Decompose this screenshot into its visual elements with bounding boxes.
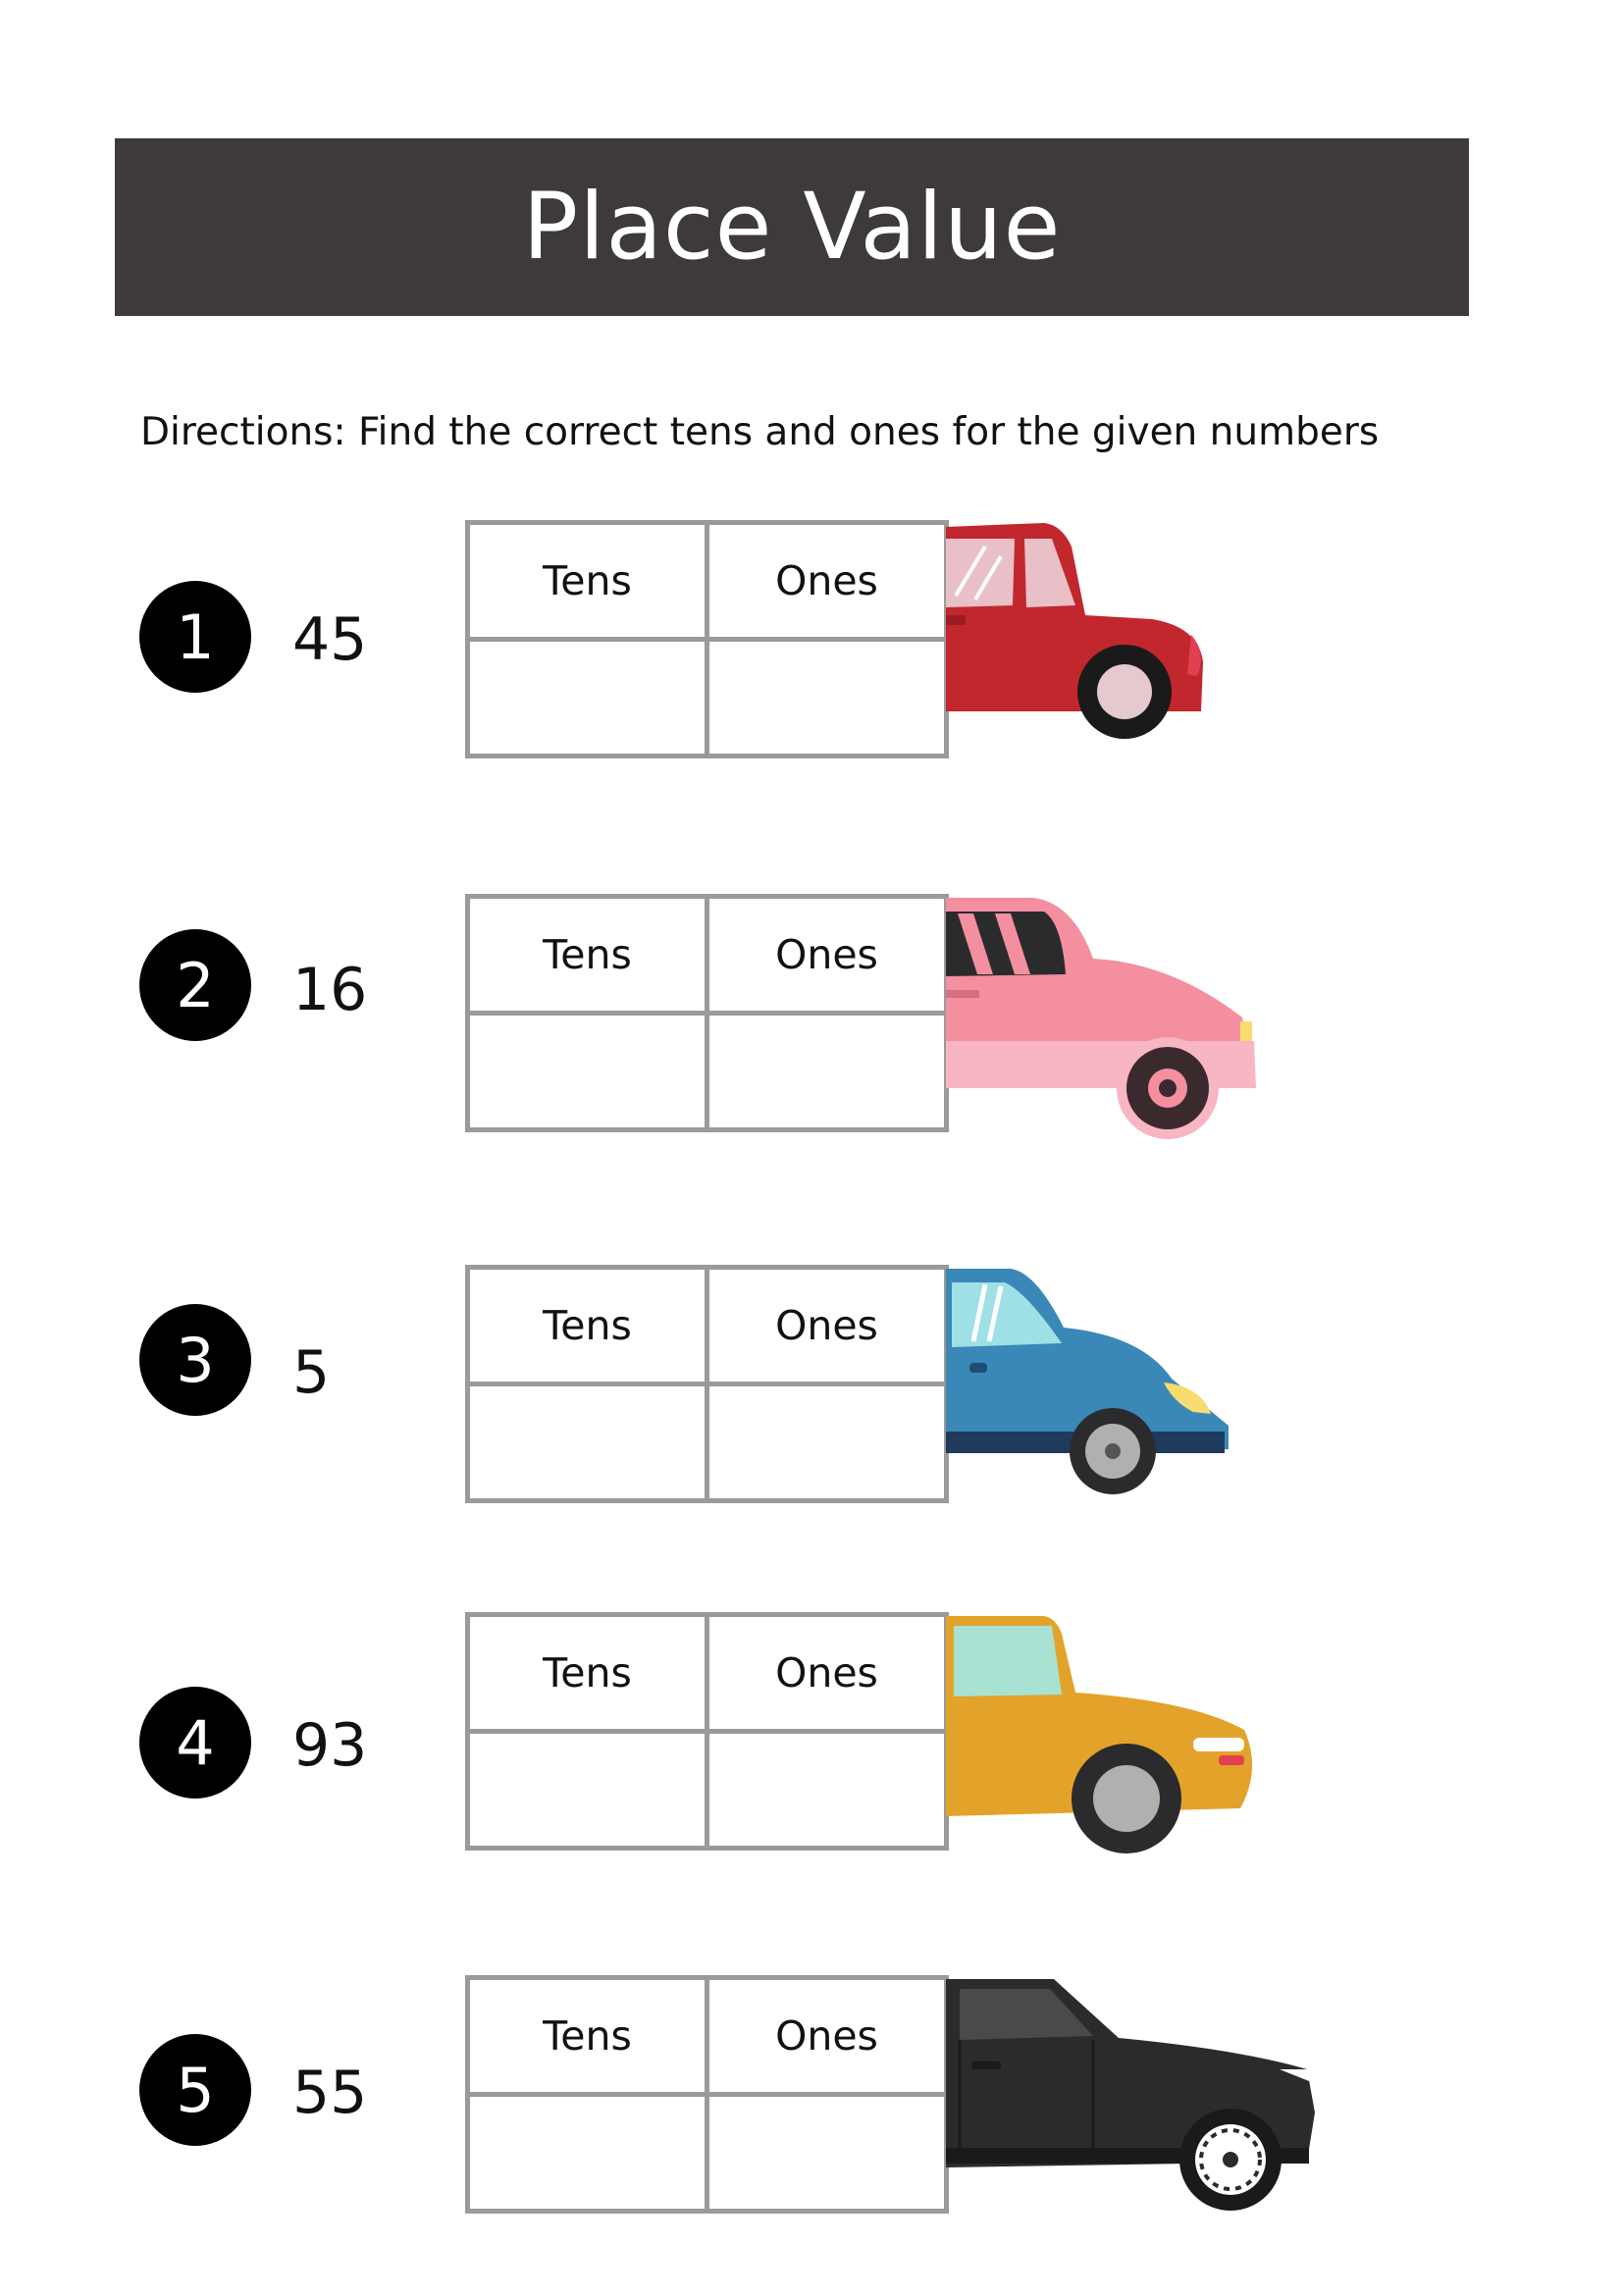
place-value-grid: [465, 1975, 949, 2214]
ones-header: Ones: [707, 523, 947, 640]
pink-car-icon: [946, 894, 1260, 1139]
tens-header: Tens: [468, 523, 707, 640]
yellow-car-icon: [946, 1612, 1270, 1857]
tens-answer-cell[interactable]: [468, 640, 707, 757]
problem-3: [0, 1265, 1622, 1500]
given-number: 45: [292, 605, 368, 674]
black-car-icon: [946, 1975, 1319, 2220]
given-number: 16: [292, 956, 368, 1024]
problem-5: [0, 1975, 1622, 2211]
problem-number-badge: 3: [139, 1304, 251, 1416]
blue-car-icon: [946, 1265, 1240, 1510]
problem-number-badge: 4: [139, 1687, 251, 1799]
tens-answer-cell[interactable]: [468, 2095, 707, 2212]
problem-4: [0, 1612, 1622, 1848]
tens-header: Tens: [468, 1268, 707, 1384]
tens-header: Tens: [468, 1615, 707, 1732]
place-value-grid: [465, 520, 949, 758]
tens-answer-cell[interactable]: [468, 1384, 707, 1501]
place-value-grid: [465, 1612, 949, 1851]
title-banner: [115, 138, 1469, 316]
ones-answer-cell[interactable]: [707, 2095, 947, 2212]
place-value-grid: [465, 894, 949, 1132]
page-title: Place Value: [522, 174, 1062, 281]
problem-number-badge: 2: [139, 929, 251, 1041]
tens-header: Tens: [468, 1978, 707, 2095]
problem-2: [0, 894, 1622, 1129]
ones-header: Ones: [707, 1615, 947, 1732]
given-number: 93: [292, 1711, 368, 1780]
tens-answer-cell[interactable]: [468, 1732, 707, 1849]
red-car-icon: [946, 517, 1221, 753]
tens-header: Tens: [468, 897, 707, 1014]
ones-header: Ones: [707, 897, 947, 1014]
ones-header: Ones: [707, 1978, 947, 2095]
problem-1: [0, 520, 1622, 756]
place-value-grid: [465, 1265, 949, 1503]
ones-answer-cell[interactable]: [707, 1732, 947, 1849]
ones-answer-cell[interactable]: [707, 1014, 947, 1130]
problem-number-badge: 1: [139, 581, 251, 693]
directions-text: Directions: Find the correct tens and ones for the given numbers: [140, 410, 1380, 454]
ones-answer-cell[interactable]: [707, 640, 947, 757]
tens-answer-cell[interactable]: [468, 1014, 707, 1130]
problem-number-badge: 5: [139, 2034, 251, 2146]
ones-answer-cell[interactable]: [707, 1384, 947, 1501]
given-number: 5: [292, 1338, 331, 1407]
given-number: 55: [292, 2059, 368, 2127]
ones-header: Ones: [707, 1268, 947, 1384]
